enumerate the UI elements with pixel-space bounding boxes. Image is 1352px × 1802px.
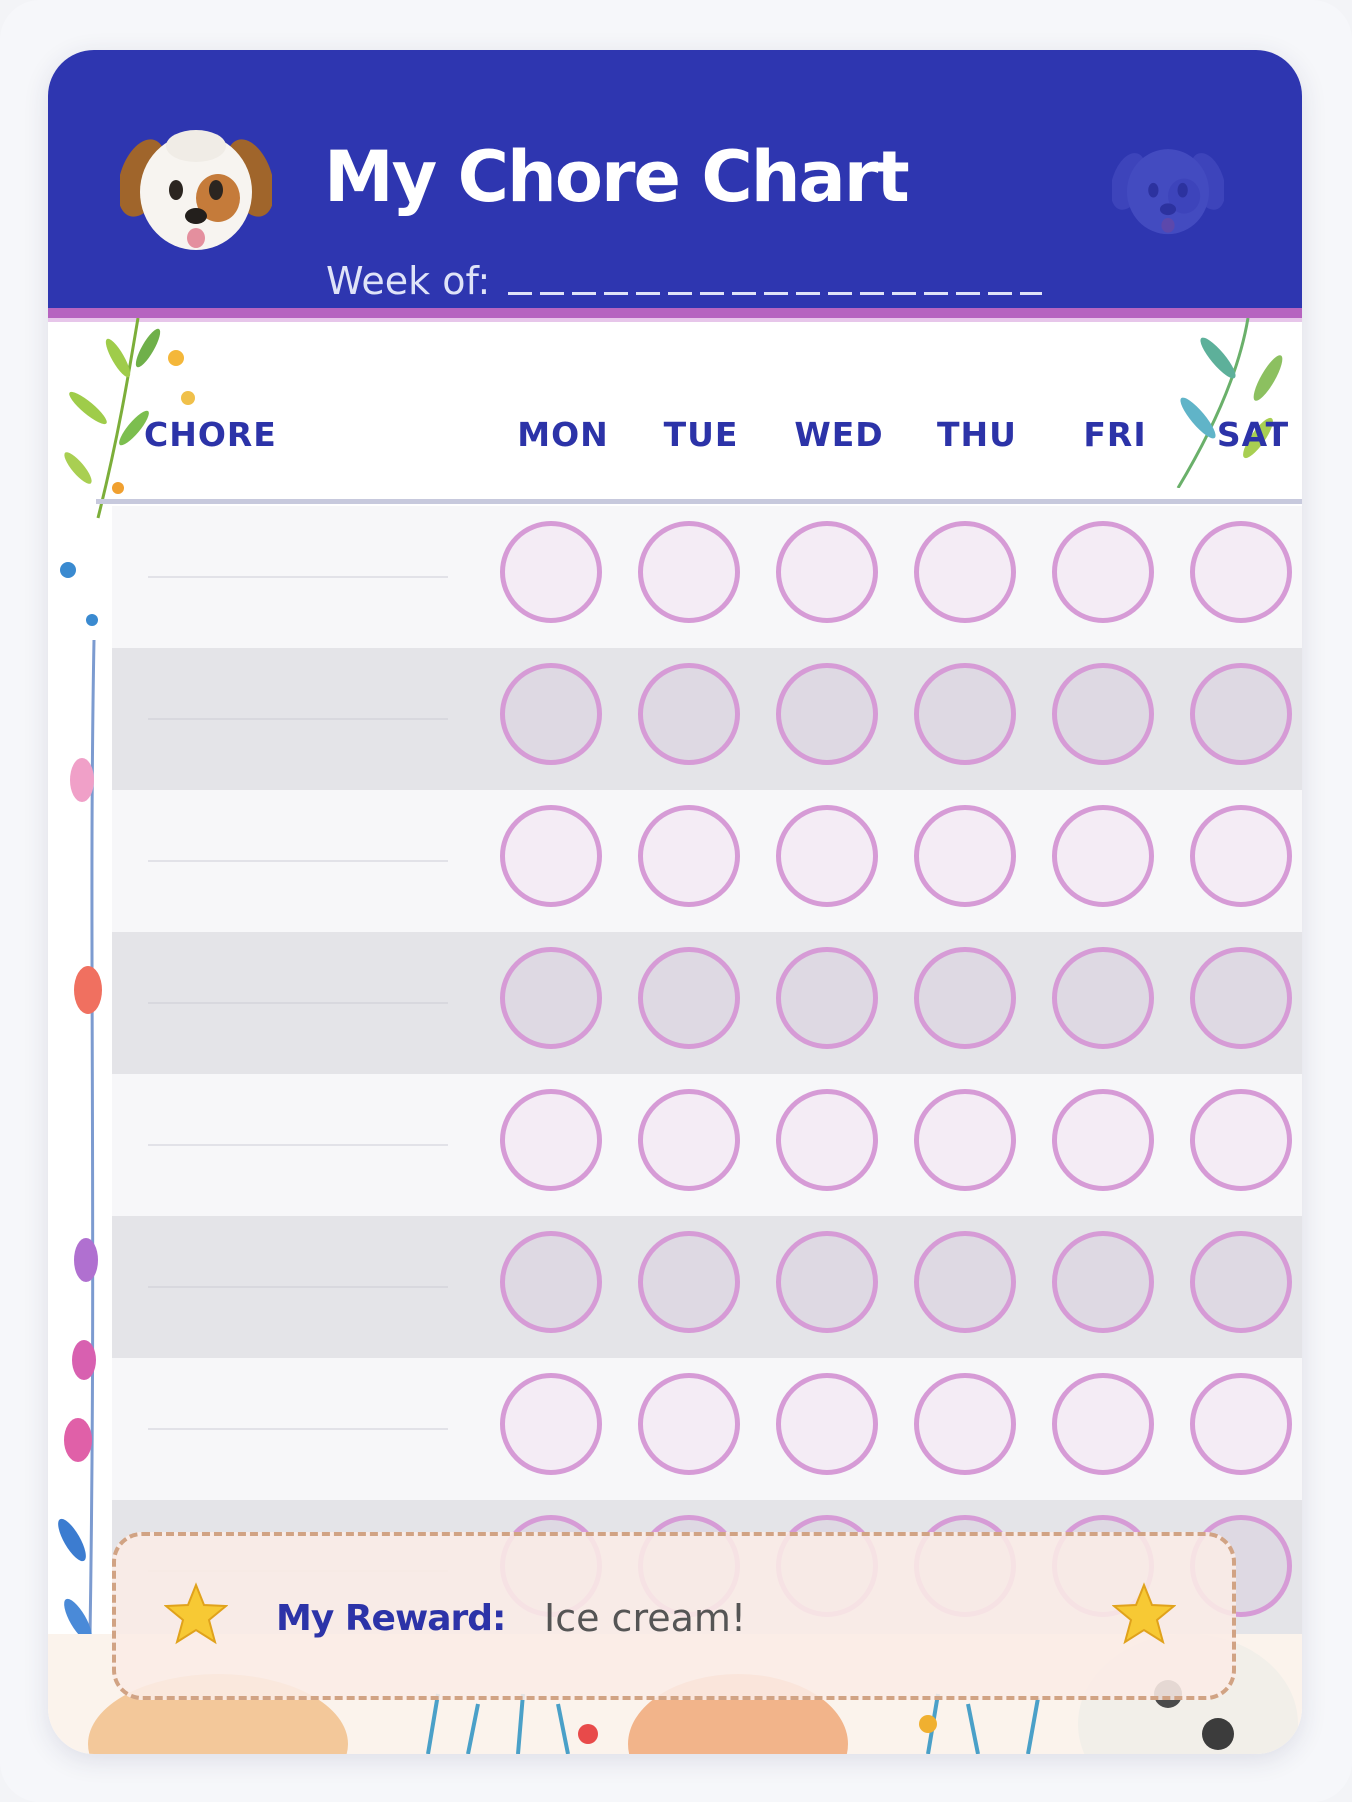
check-circle-mon[interactable] [500, 521, 602, 623]
check-circle-tue[interactable] [638, 663, 740, 765]
column-header-tue: TUE [663, 415, 739, 454]
check-circle-fri[interactable] [1052, 1089, 1154, 1191]
chore-row [112, 1074, 1302, 1216]
column-header-fri: FRI [1083, 415, 1147, 454]
check-circle-sat[interactable] [1190, 805, 1292, 907]
check-circle-fri[interactable] [1052, 805, 1154, 907]
reward-box [112, 1532, 1236, 1700]
check-circle-tue[interactable] [638, 1231, 740, 1333]
chore-row [112, 790, 1302, 932]
chore-row [112, 1216, 1302, 1358]
check-circle-sat[interactable] [1190, 1373, 1292, 1475]
chore-row [112, 932, 1302, 1074]
check-circle-sat[interactable] [1190, 521, 1292, 623]
header-accent-stripe-light [48, 318, 1302, 322]
reward-label: My Reward: [276, 1598, 506, 1639]
star-icon [164, 1582, 228, 1646]
check-circle-wed[interactable] [776, 805, 878, 907]
reward-value[interactable]: Ice cream! [544, 1596, 747, 1640]
check-circle-thu[interactable] [914, 1089, 1016, 1191]
check-circle-sat[interactable] [1190, 1089, 1292, 1191]
chore-name-field[interactable] [148, 1428, 448, 1430]
dog-face-icon [120, 116, 272, 258]
check-circle-thu[interactable] [914, 947, 1016, 1049]
check-circle-fri[interactable] [1052, 663, 1154, 765]
foliage-decoration-right [1148, 318, 1302, 488]
check-circle-mon[interactable] [500, 663, 602, 765]
chore-name-field[interactable] [148, 1286, 448, 1288]
header-accent-stripe [48, 308, 1302, 318]
chore-name-field[interactable] [148, 718, 448, 720]
check-circle-tue[interactable] [638, 805, 740, 907]
page-title: My Chore Chart [324, 136, 908, 218]
column-header-wed: WED [794, 415, 884, 454]
check-circle-thu[interactable] [914, 805, 1016, 907]
column-header-sat: SAT [1216, 415, 1290, 454]
check-circle-thu[interactable] [914, 1231, 1016, 1333]
column-header-divider [96, 499, 1302, 504]
chore-name-field[interactable] [148, 860, 448, 862]
check-circle-wed[interactable] [776, 521, 878, 623]
check-circle-wed[interactable] [776, 1231, 878, 1333]
check-circle-mon[interactable] [500, 805, 602, 907]
check-circle-thu[interactable] [914, 663, 1016, 765]
chore-name-field[interactable] [148, 1144, 448, 1146]
check-circle-tue[interactable] [638, 947, 740, 1049]
chore-row [112, 648, 1302, 790]
dog-face-icon-faded [1112, 136, 1224, 240]
check-circle-mon[interactable] [500, 1231, 602, 1333]
check-circle-mon[interactable] [500, 947, 602, 1049]
check-circle-fri[interactable] [1052, 521, 1154, 623]
check-circle-fri[interactable] [1052, 947, 1154, 1049]
check-circle-tue[interactable] [638, 521, 740, 623]
chore-grid [112, 506, 1302, 1706]
chore-name-field[interactable] [148, 1002, 448, 1004]
column-header-chore: CHORE [144, 415, 277, 454]
week-of-field[interactable] [508, 248, 1042, 302]
column-header-row [48, 410, 1302, 460]
check-circle-thu[interactable] [914, 521, 1016, 623]
check-circle-sat[interactable] [1190, 663, 1292, 765]
check-circle-mon[interactable] [500, 1089, 602, 1191]
check-circle-sat[interactable] [1190, 1231, 1292, 1333]
flower-border-decoration [48, 560, 112, 1750]
chore-row [112, 506, 1302, 648]
check-circle-sat[interactable] [1190, 947, 1292, 1049]
check-circle-wed[interactable] [776, 1089, 878, 1191]
week-of-label: Week of: [326, 259, 491, 303]
check-circle-mon[interactable] [500, 1373, 602, 1475]
column-header-mon: MON [517, 415, 609, 454]
check-circle-wed[interactable] [776, 663, 878, 765]
check-circle-wed[interactable] [776, 1373, 878, 1475]
check-circle-wed[interactable] [776, 947, 878, 1049]
check-circle-tue[interactable] [638, 1089, 740, 1191]
check-circle-tue[interactable] [638, 1373, 740, 1475]
check-circle-thu[interactable] [914, 1373, 1016, 1475]
star-icon [1112, 1582, 1176, 1646]
check-circle-fri[interactable] [1052, 1231, 1154, 1333]
chore-chart-card [48, 50, 1302, 1754]
chore-row [112, 1358, 1302, 1500]
column-header-thu: THU [937, 415, 1017, 454]
check-circle-fri[interactable] [1052, 1373, 1154, 1475]
chore-name-field[interactable] [148, 576, 448, 578]
